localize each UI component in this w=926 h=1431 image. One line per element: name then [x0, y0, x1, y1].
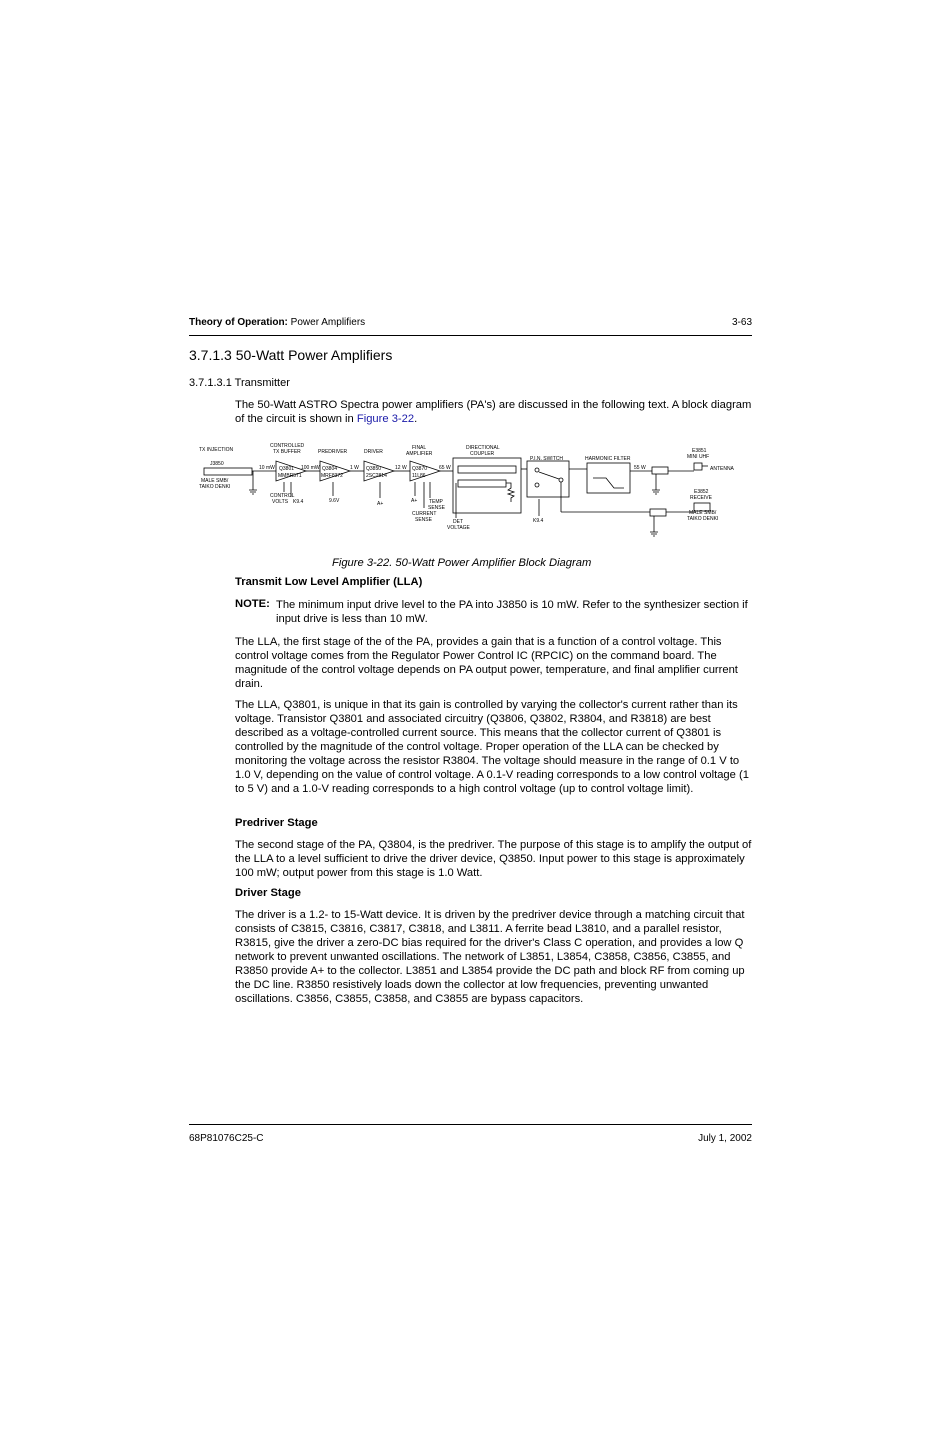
header-rule — [189, 335, 752, 336]
diag-aplus-1: A+ — [377, 501, 384, 507]
diag-q3870-part: 11L86 — [412, 473, 426, 479]
header-section-rest: Power Amplifiers — [287, 317, 366, 328]
figure-caption: Figure 3-22. 50-Watt Power Amplifier Block Diagram — [332, 557, 592, 569]
diag-voltage: VOLTAGE — [447, 525, 470, 531]
diag-receive: RECEIVE — [690, 495, 712, 501]
lla-paragraph-2 — [235, 698, 752, 796]
lla-paragraph-1 — [235, 635, 752, 691]
diag-final: FINAL — [412, 445, 427, 451]
diag-12w: 12 W — [395, 465, 407, 471]
diag-e3851: E3851 — [692, 448, 707, 454]
diag-pin-switch: P.I.N. SWITCH — [530, 456, 563, 462]
diag-10mw: 10 mW — [259, 465, 275, 471]
diag-q3850-part: 2SC2814 — [366, 473, 387, 479]
diag-k94: K9.4 — [293, 499, 304, 505]
diag-taiko-1: TAIKO DENKI — [199, 484, 231, 490]
predriver-paragraph — [235, 838, 752, 880]
diag-100mw: 100 mW — [301, 465, 320, 471]
diag-55w: 55 W — [634, 465, 646, 471]
lowpass-icon — [593, 478, 624, 488]
diag-q3870: Q3870 — [412, 466, 428, 472]
diag-directional: DIRECTIONAL — [466, 445, 500, 451]
diag-tx-buffer: TX BUFFER — [273, 449, 301, 455]
diag-volts: VOLTS — [272, 499, 289, 505]
intro-paragraph — [235, 398, 752, 426]
predriver-paragraph-text: The second stage of the PA, Q3804, is the predriver. The purpose of this stage is to amplify the output of the LLA to a level sufficient to drive the driver device, Q3850. Input power to this stage is approximately 100 mW; output power from this stage is 1.0 Watt. — [235, 839, 752, 879]
ground-icon-3 — [650, 532, 658, 536]
intro-text-before: The 50-Watt ASTRO Spectra power amplifiers (PA's) are discussed in the following text. A block diagram of the circuit is shown in — [235, 399, 752, 425]
diag-tx-injection: TX INJECTION — [199, 447, 234, 453]
diag-coupler: COUPLER — [470, 451, 495, 457]
e3851-connector — [694, 463, 702, 470]
diag-9v6: 9.6V — [329, 498, 340, 504]
note-text: The minimum input drive level to the PA into J3850 is 10 mW. Refer to the synthesizer section if input drive is less than 10 mW. — [276, 599, 748, 625]
driver-paragraph — [235, 908, 752, 1006]
driver-heading: Driver Stage — [235, 887, 301, 899]
lla-heading: Transmit Low Level Amplifier (LLA) — [235, 576, 423, 588]
coupler-main-line — [458, 466, 516, 473]
diag-taiko-2: TAIKO DENKI — [687, 516, 719, 522]
diag-antenna: ANTENNA — [710, 466, 734, 472]
rx-output-connector — [650, 509, 666, 516]
diag-current: CURRENT — [412, 511, 437, 517]
diag-temp: TEMP — [429, 499, 443, 505]
diag-q3801: Q3801 — [279, 466, 295, 472]
diag-driver: DRIVER — [364, 449, 383, 455]
ground-icon-2 — [652, 490, 660, 494]
block-diagram — [195, 440, 745, 540]
diag-q3804: Q3804 — [322, 466, 338, 472]
diag-q3801-part: MMBR571 — [278, 473, 302, 479]
intro-text-after: . — [414, 413, 418, 425]
page-footer — [189, 1133, 752, 1144]
page-header — [189, 317, 752, 328]
diag-male-smb-1: MALE SMB/ — [201, 478, 229, 484]
diag-sense-2: SENSE — [415, 517, 432, 523]
lla-paragraph-2-text: The LLA, Q3801, is unique in that its gain is controlled by varying the collector's current rather than its voltage. Transistor Q3801 and associated circuitry (Q3806, Q3802, R3804, and R3818) are best described as a voltage-controlled current source. This means that the collector current of Q3801 is controlled by the magnitude of the control voltage. Proper operation of the LLA can be checked by monitoring the voltage across the resistor R3804. The voltage should measure in the range of 0.1 V to 1.0 V, depending on the value of control voltage. A 0.1-V reading corresponds to a low control voltage (1 to 5 V) and a 1.0-V reading corresponds to a high control voltage (up to control voltage limit). — [235, 699, 749, 795]
diag-det: DET — [453, 519, 463, 525]
predriver-heading: Predriver Stage — [235, 817, 318, 829]
ground-icon — [249, 490, 257, 494]
note-label: NOTE: — [235, 598, 270, 610]
resistor-icon — [506, 483, 514, 502]
diag-male-smb-2: MALE SMB/ — [689, 510, 717, 516]
diag-sense: SENSE — [428, 505, 445, 511]
diag-amplifier: AMPLIFIER — [406, 451, 433, 457]
tx-output-connector — [652, 467, 668, 474]
diag-mini-uhf: MINI UHF — [687, 454, 710, 460]
diag-1w: 1 W — [350, 465, 359, 471]
figure-link[interactable]: Figure 3-22 — [356, 413, 415, 425]
footer-date: July 1, 2002 — [698, 1133, 752, 1144]
footer-rule — [189, 1124, 752, 1125]
diag-control: CONTROL — [270, 493, 295, 499]
footer-doc-number: 68P81076C25-C — [189, 1133, 264, 1144]
j3850-connector — [204, 468, 252, 475]
diag-q3850: Q3850 — [366, 466, 382, 472]
diag-controlled: CONTROLLED — [270, 443, 305, 449]
diag-aplus-2: A+ — [411, 498, 418, 504]
header-section — [189, 317, 365, 328]
diag-predriver: PREDRIVER — [318, 449, 348, 455]
diag-j3850: J3850 — [210, 461, 224, 467]
coupler-sample-line — [458, 480, 506, 487]
lla-paragraph-1-text: The LLA, the first stage of the of the PA, provides a gain that is a function of a control voltage. This control voltage comes from the Regulator Power Control IC (RPCIC) on the command board. The magnitude of the control voltage depends on PA output power, temperature, and final amplifier current drain. — [235, 636, 738, 690]
diag-q3804-part: MRF8372 — [321, 473, 343, 479]
header-section-bold: Theory of Operation: — [189, 317, 288, 328]
diag-harmonic-filter: HARMONIC FILTER — [585, 456, 631, 462]
subsection-heading: 3.7.1.3.1 Transmitter — [189, 377, 290, 389]
header-page-number: 3-63 — [731, 317, 752, 328]
diag-k94b: K9.4 — [533, 518, 544, 524]
section-heading: 3.7.1.3 50-Watt Power Amplifiers — [189, 347, 393, 363]
diag-65w: 65 W — [439, 465, 451, 471]
diag-e3852: E3852 — [694, 489, 709, 495]
driver-paragraph-text: The driver is a 1.2- to 15-Watt device. It is driven by the predriver device through a matching circuit that consists of C3815, C3816, C3817, C3818, and L3811. A ferrite bead L3810, and a parallel resistor, R3815, give the driver a zero-DC bias required for the driver's Class C operation, and provides a low Q network to prevent unwanted oscillations. The network of L3851, L3854, C3858, C3856, C3855, and R3850 provide A+ to the collector. L3851 and L3854 provide the DC path and block RF from coming up the DC line. R3850 resistively loads down the collector at low frequencies, preventing unwanted oscillations. C3856, C3855, C3858, and C3855 are bypass capacitors. — [235, 909, 745, 1005]
